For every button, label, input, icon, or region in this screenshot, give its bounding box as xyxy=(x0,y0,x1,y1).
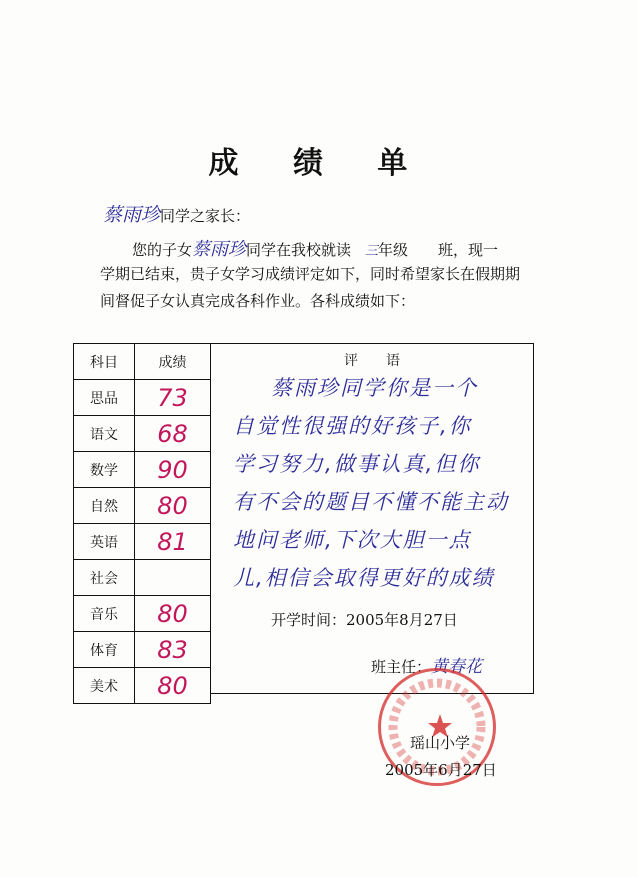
intro-line-3: 间督促子女认真完成各科作业。各科成绩如下： xyxy=(100,292,416,310)
score-handwritten: 90 xyxy=(157,455,188,484)
subject-cell: 英语 xyxy=(74,524,135,560)
score-cell xyxy=(135,632,211,668)
header-score: 成绩 xyxy=(135,344,211,380)
subject-cell: 语文 xyxy=(74,416,135,452)
score-handwritten: 80 xyxy=(157,491,188,520)
intro-name-handwritten: 蔡雨珍 xyxy=(192,239,247,260)
subject-cell: 音乐 xyxy=(74,596,135,632)
table-row xyxy=(74,416,211,452)
subject-cell: 数学 xyxy=(74,452,135,488)
comment-line: 有不会的题目不懂不能主动 xyxy=(233,490,509,514)
intro-middle: 同学在我校就读 xyxy=(246,241,352,259)
intro-line-2: 学期已结束，贵子女学习成绩评定如下，同时希望家长在假期期 xyxy=(100,265,521,283)
score-handwritten: 73 xyxy=(157,383,188,412)
table-row xyxy=(74,632,211,668)
salutation: 同学之家长： xyxy=(160,207,251,225)
table-header-row xyxy=(74,344,211,380)
subject-cell: 体育 xyxy=(74,632,135,668)
header-comment: 评 语 xyxy=(344,353,400,369)
score-cell xyxy=(135,560,211,596)
student-name-handwritten: 蔡雨珍 xyxy=(103,204,161,226)
start-date: 开学时间：2005年8月27日 xyxy=(271,611,458,629)
page-title: 成 绩 单 xyxy=(208,146,430,181)
table-row xyxy=(74,380,211,416)
score-handwritten: 83 xyxy=(157,635,188,664)
comment-line: 儿,相信会取得更好的成绩 xyxy=(233,566,495,590)
score-handwritten: 80 xyxy=(157,599,188,628)
score-cell xyxy=(135,380,211,416)
intro-line-1 xyxy=(132,235,498,261)
teacher-signature: 黄春花 xyxy=(431,657,483,677)
intro-grade-handwritten: 三 xyxy=(365,244,379,259)
score-cell xyxy=(135,668,211,704)
teacher-label: 班主任： xyxy=(371,658,432,676)
comment-panel xyxy=(211,343,534,694)
comment-line: 蔡雨珍同学你是一个 xyxy=(271,376,478,400)
table-row xyxy=(74,560,211,596)
table-row xyxy=(74,488,211,524)
greeting-line xyxy=(103,200,250,227)
school-name: 瑶山小学 xyxy=(410,734,471,752)
intro-suffix: 年级 班，现一 xyxy=(378,241,499,259)
score-cell xyxy=(135,488,211,524)
subject-cell: 美术 xyxy=(74,668,135,704)
subject-cell: 思品 xyxy=(74,380,135,416)
subject-cell: 社会 xyxy=(74,560,135,596)
comment-line: 地问老师,下次大胆一点 xyxy=(233,528,472,552)
score-cell xyxy=(135,596,211,632)
score-cell xyxy=(135,452,211,488)
score-handwritten: 80 xyxy=(157,671,188,700)
score-cell xyxy=(135,524,211,560)
table-row xyxy=(74,452,211,488)
score-handwritten: 81 xyxy=(157,527,188,556)
comment-line: 学习努力,做事认真,但你 xyxy=(233,452,481,476)
score-cell xyxy=(135,416,211,452)
issue-date: 2005年6月27日 xyxy=(385,761,497,779)
intro-prefix: 您的子女 xyxy=(132,241,193,259)
table-row xyxy=(74,524,211,560)
comment-line: 自觉性很强的好孩子,你 xyxy=(233,414,472,438)
table-row xyxy=(74,596,211,632)
table-row xyxy=(74,668,211,704)
header-subject: 科目 xyxy=(74,344,135,380)
subject-cell: 自然 xyxy=(74,488,135,524)
grades-table xyxy=(73,343,211,704)
score-handwritten: 68 xyxy=(157,419,188,448)
